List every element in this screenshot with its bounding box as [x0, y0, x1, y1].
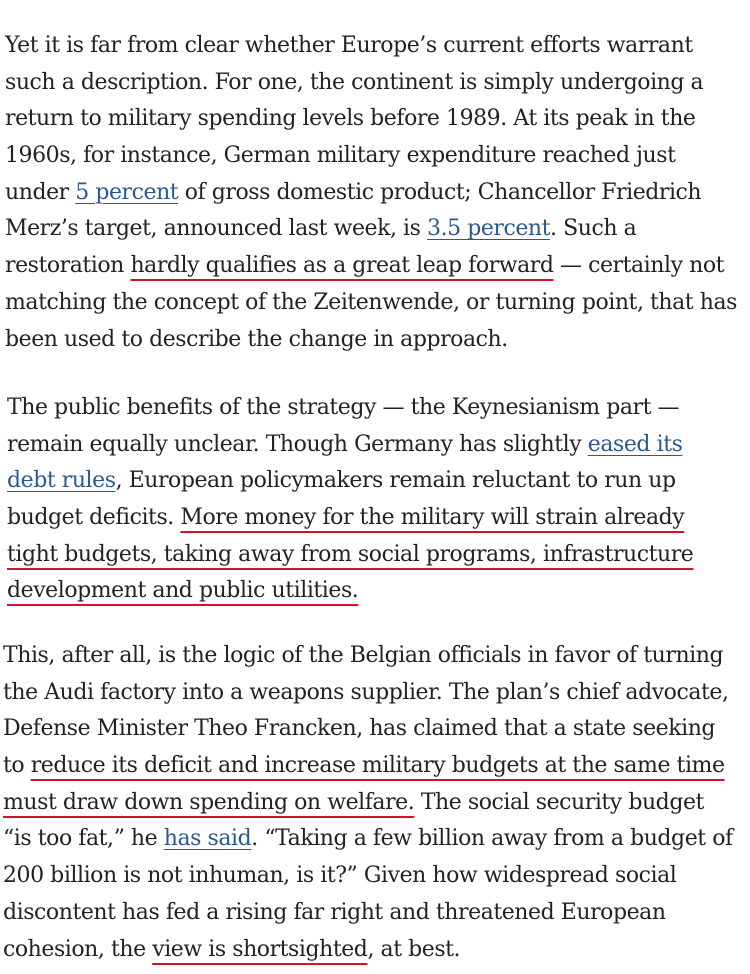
text-span: , European policymakers remain reluctant to run up	[115, 468, 676, 494]
text-span: This, after all, is the logic of the Belgian officials in favor of turning	[3, 643, 724, 668]
text-span: The social security budget	[414, 789, 704, 815]
text-line	[3, 932, 733, 969]
text-span: Merz’s target, announced last week, is	[5, 216, 428, 242]
text-line	[7, 390, 693, 427]
highlighted-text: must draw down spending on welfare.	[3, 789, 415, 815]
text-line	[5, 211, 737, 248]
text-span: to	[3, 753, 31, 779]
text-span: Yet it is far from clear whether Europe’s current efforts warrant	[5, 33, 693, 58]
text-line	[3, 675, 733, 712]
text-span: such a description. For one, the continent is simply undergoing a	[5, 69, 704, 95]
text-span: . “Taking a few billion away from a budget of	[251, 826, 733, 852]
text-span: under	[5, 179, 76, 205]
text-line	[7, 500, 693, 537]
text-span: been used to describe the change in approach.	[5, 326, 508, 352]
paragraph-1	[5, 28, 737, 358]
text-span: restoration	[5, 253, 131, 279]
text-line	[3, 711, 733, 748]
highlighted-text: reduce its deficit and increase military budgets at the same time	[30, 753, 725, 779]
text-span: discontent has fed a rising far right and threatened European	[3, 899, 666, 925]
text-line	[5, 285, 737, 322]
highlighted-text: view is shortsighted	[152, 936, 368, 962]
text-line	[5, 138, 737, 175]
paragraph-2	[7, 390, 693, 610]
inline-link[interactable]: has said	[163, 826, 252, 852]
text-span: remain equally unclear. Though Germany has slightly	[7, 431, 588, 457]
text-line	[5, 175, 737, 212]
text-line	[5, 65, 737, 102]
text-line	[3, 821, 733, 858]
text-span: Defense Minister Theo Francken, has claimed that a state seeking	[3, 716, 716, 742]
text-line	[3, 895, 733, 932]
text-line	[5, 322, 737, 359]
inline-link[interactable]: 3.5 percent	[427, 216, 551, 242]
text-line	[3, 748, 733, 785]
highlighted-text: More money for the military will strain already	[180, 505, 685, 531]
text-span: the Audi factory into a weapons supplier. The plan’s chief advocate,	[3, 679, 729, 705]
text-span: — certainly not	[553, 253, 725, 279]
text-span: “is too fat,” he	[3, 826, 164, 852]
highlighted-text: hardly qualifies as a great leap forward	[130, 253, 554, 279]
text-span: 200 billion is not inhuman, is it?” Given how widespread social	[3, 863, 677, 889]
text-line	[5, 101, 737, 138]
highlighted-text: tight budgets, taking away from social programs, infrastructure	[7, 541, 694, 567]
text-line	[7, 463, 693, 500]
text-line	[7, 573, 693, 610]
text-line	[7, 427, 693, 464]
text-span: return to military spending levels before 1989. At its peak in the	[5, 106, 696, 132]
text-span: cohesion, the	[3, 936, 153, 962]
inline-link[interactable]: debt rules	[7, 468, 116, 494]
text-span: . Such a	[550, 216, 637, 242]
text-span: matching the concept of the Zeitenwende, or turning point, that has	[5, 289, 737, 315]
text-line	[3, 638, 733, 675]
text-span: of gross domestic product; Chancellor Friedrich	[178, 179, 702, 205]
text-span: 1960s, for instance, German military expenditure reached just	[5, 143, 676, 169]
inline-link[interactable]: 5 percent	[75, 179, 179, 205]
text-span: , at best.	[367, 936, 461, 962]
text-line	[5, 248, 737, 285]
text-line	[7, 537, 693, 574]
text-line	[3, 858, 733, 895]
text-line	[3, 785, 733, 822]
paragraph-3	[3, 638, 733, 968]
inline-link[interactable]: eased its	[587, 431, 683, 457]
text-span: budget deficits.	[7, 505, 181, 531]
text-line	[5, 28, 737, 65]
highlighted-text: development and public utilities.	[7, 578, 359, 604]
text-span: The public benefits of the strategy — the Keynesianism part —	[7, 395, 680, 420]
